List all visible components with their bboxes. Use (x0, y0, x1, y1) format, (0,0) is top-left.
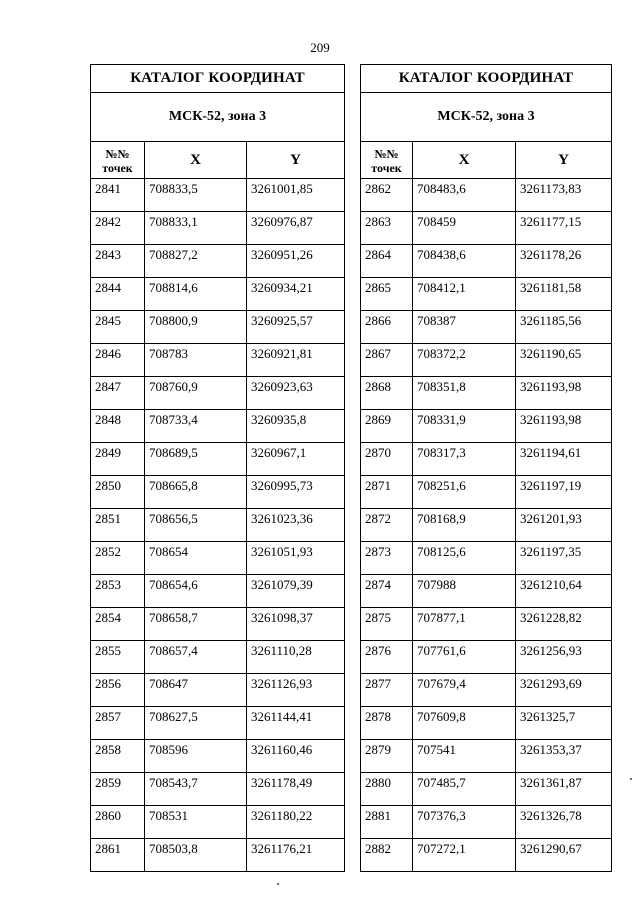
point-number-cell: 2861 (91, 839, 145, 872)
point-number-cell: 2859 (91, 773, 145, 806)
point-number-header-line2: точек (102, 161, 133, 175)
x-column-header: X (413, 142, 516, 179)
table-row (91, 707, 345, 740)
y-coordinate-cell: 3261325,7 (516, 707, 612, 740)
x-coordinate-cell: 708654,6 (145, 575, 247, 608)
table-row (91, 311, 345, 344)
x-coordinate-cell: 708814,6 (145, 278, 247, 311)
y-coordinate-cell: 3260923,63 (247, 377, 345, 410)
y-coordinate-cell: 3261177,15 (516, 212, 612, 245)
y-coordinate-cell: 3261110,28 (247, 641, 345, 674)
x-coordinate-cell: 707877,1 (413, 608, 516, 641)
table-row (91, 608, 345, 641)
point-number-cell: 2877 (361, 674, 413, 707)
table-row (361, 344, 612, 377)
x-coordinate-cell: 708827,2 (145, 245, 247, 278)
x-coordinate-cell: 708627,5 (145, 707, 247, 740)
x-coordinate-cell: 708647 (145, 674, 247, 707)
y-coordinate-cell: 3261185,56 (516, 311, 612, 344)
table-row (361, 575, 612, 608)
table-row (361, 839, 612, 872)
table-row (91, 476, 345, 509)
point-number-cell: 2882 (361, 839, 413, 872)
point-number-header (361, 142, 413, 179)
page-number: 209 (310, 40, 330, 55)
table-row (91, 641, 345, 674)
x-coordinate-cell: 708168,9 (413, 509, 516, 542)
x-coordinate-cell: 707272,1 (413, 839, 516, 872)
table-row (91, 740, 345, 773)
y-coordinate-cell: 3260967,1 (247, 443, 345, 476)
point-number-cell: 2857 (91, 707, 145, 740)
y-coordinate-cell: 3261180,22 (247, 806, 345, 839)
coordinate-table-right (360, 64, 612, 872)
point-number-cell: 2866 (361, 311, 413, 344)
point-number-cell: 2865 (361, 278, 413, 311)
point-number-cell: 2860 (91, 806, 145, 839)
x-coordinate-cell: 707485,7 (413, 773, 516, 806)
y-coordinate-cell: 3261051,93 (247, 542, 345, 575)
y-coordinate-cell: 3261173,83 (516, 179, 612, 212)
y-coordinate-cell: 3261361,87 (516, 773, 612, 806)
table-row (91, 179, 345, 212)
table-row (91, 674, 345, 707)
x-coordinate-cell: 708833,5 (145, 179, 247, 212)
x-coordinate-cell: 708596 (145, 740, 247, 773)
y-coordinate-cell: 3261190,65 (516, 344, 612, 377)
point-number-cell: 2862 (361, 179, 413, 212)
point-number-cell: 2878 (361, 707, 413, 740)
point-number-cell: 2863 (361, 212, 413, 245)
y-coordinate-cell: 3261326,78 (516, 806, 612, 839)
point-number-cell: 2858 (91, 740, 145, 773)
point-number-cell: 2856 (91, 674, 145, 707)
table-row (91, 410, 345, 443)
table-row (361, 542, 612, 575)
point-number-cell: 2846 (91, 344, 145, 377)
y-coordinate-cell: 3260951,26 (247, 245, 345, 278)
table-row (361, 476, 612, 509)
x-coordinate-cell: 708657,4 (145, 641, 247, 674)
x-coordinate-cell: 708459 (413, 212, 516, 245)
table-row (361, 278, 612, 311)
y-coordinate-cell: 3261197,19 (516, 476, 612, 509)
table-row (361, 773, 612, 806)
y-coordinate-cell: 3261001,85 (247, 179, 345, 212)
table-row (361, 443, 612, 476)
coordinate-table-left (90, 64, 345, 872)
x-coordinate-cell: 708833,1 (145, 212, 247, 245)
x-coordinate-cell: 708689,5 (145, 443, 247, 476)
x-coordinate-cell: 707376,3 (413, 806, 516, 839)
y-coordinate-cell: 3261197,35 (516, 542, 612, 575)
y-coordinate-cell: 3261079,39 (247, 575, 345, 608)
table-row (361, 179, 612, 212)
y-column-header: Y (247, 142, 345, 179)
x-coordinate-cell: 708760,9 (145, 377, 247, 410)
y-coordinate-cell: 3261194,61 (516, 443, 612, 476)
y-coordinate-cell: 3261293,69 (516, 674, 612, 707)
y-coordinate-cell: 3261178,26 (516, 245, 612, 278)
point-number-header (91, 142, 145, 179)
x-coordinate-cell: 707609,8 (413, 707, 516, 740)
table-row (361, 410, 612, 443)
y-coordinate-cell: 3261353,37 (516, 740, 612, 773)
table-row (361, 311, 612, 344)
y-coordinate-cell: 3261193,98 (516, 410, 612, 443)
point-number-header-line1: №№ (374, 147, 399, 161)
point-number-cell: 2876 (361, 641, 413, 674)
scan-speck (277, 883, 279, 885)
x-coordinate-cell: 708800,9 (145, 311, 247, 344)
point-number-cell: 2880 (361, 773, 413, 806)
table-row (361, 245, 612, 278)
coordinate-system-label: МСК-52, зона 3 (91, 93, 345, 142)
table-row (91, 377, 345, 410)
table-row (361, 641, 612, 674)
point-number-cell: 2854 (91, 608, 145, 641)
point-number-cell: 2847 (91, 377, 145, 410)
y-coordinate-cell: 3260995,73 (247, 476, 345, 509)
point-number-header-line1: №№ (105, 147, 130, 161)
coordinate-rows (91, 179, 345, 872)
y-coordinate-cell: 3261178,49 (247, 773, 345, 806)
point-number-cell: 2845 (91, 311, 145, 344)
x-coordinate-cell: 708543,7 (145, 773, 247, 806)
y-coordinate-cell: 3261210,64 (516, 575, 612, 608)
point-number-cell: 2867 (361, 344, 413, 377)
table-row (361, 707, 612, 740)
y-coordinate-cell: 3260925,57 (247, 311, 345, 344)
point-number-cell: 2873 (361, 542, 413, 575)
x-coordinate-cell: 708331,9 (413, 410, 516, 443)
table-row (361, 377, 612, 410)
coordinate-rows (361, 179, 612, 872)
table-row (91, 212, 345, 245)
y-coordinate-cell: 3261228,82 (516, 608, 612, 641)
x-coordinate-cell: 708658,7 (145, 608, 247, 641)
point-number-header-line2: точек (371, 161, 402, 175)
x-coordinate-cell: 708438,6 (413, 245, 516, 278)
y-coordinate-cell: 3260976,87 (247, 212, 345, 245)
point-number-cell: 2869 (361, 410, 413, 443)
x-coordinate-cell: 707679,4 (413, 674, 516, 707)
point-number-cell: 2848 (91, 410, 145, 443)
x-column-header: X (145, 142, 247, 179)
x-coordinate-cell: 708372,2 (413, 344, 516, 377)
point-number-cell: 2843 (91, 245, 145, 278)
point-number-cell: 2875 (361, 608, 413, 641)
y-coordinate-cell: 3261290,67 (516, 839, 612, 872)
table-row (91, 278, 345, 311)
x-coordinate-cell: 708656,5 (145, 509, 247, 542)
y-coordinate-cell: 3261023,36 (247, 509, 345, 542)
y-coordinate-cell: 3261126,93 (247, 674, 345, 707)
table-row (91, 443, 345, 476)
x-coordinate-cell: 708387 (413, 311, 516, 344)
table-row (91, 542, 345, 575)
y-coordinate-cell: 3261201,93 (516, 509, 612, 542)
table-row (91, 773, 345, 806)
point-number-cell: 2871 (361, 476, 413, 509)
x-coordinate-cell: 708412,1 (413, 278, 516, 311)
point-number-cell: 2849 (91, 443, 145, 476)
table-row (361, 740, 612, 773)
x-coordinate-cell: 707988 (413, 575, 516, 608)
x-coordinate-cell: 708251,6 (413, 476, 516, 509)
x-coordinate-cell: 707541 (413, 740, 516, 773)
x-coordinate-cell: 708483,6 (413, 179, 516, 212)
y-coordinate-cell: 3261193,98 (516, 377, 612, 410)
x-coordinate-cell: 708317,3 (413, 443, 516, 476)
x-coordinate-cell: 708783 (145, 344, 247, 377)
y-coordinate-cell: 3260934,21 (247, 278, 345, 311)
y-coordinate-cell: 3261256,93 (516, 641, 612, 674)
table-row (91, 245, 345, 278)
y-coordinate-cell: 3261176,21 (247, 839, 345, 872)
x-coordinate-cell: 708665,8 (145, 476, 247, 509)
catalog-title: КАТАЛОГ КООРДИНАТ (91, 65, 345, 93)
table-row (91, 575, 345, 608)
x-coordinate-cell: 708733,4 (145, 410, 247, 443)
point-number-cell: 2872 (361, 509, 413, 542)
point-number-cell: 2844 (91, 278, 145, 311)
y-coordinate-cell: 3261160,46 (247, 740, 345, 773)
table-row (91, 806, 345, 839)
x-coordinate-cell: 708531 (145, 806, 247, 839)
point-number-cell: 2851 (91, 509, 145, 542)
table-row (361, 806, 612, 839)
point-number-cell: 2868 (361, 377, 413, 410)
x-coordinate-cell: 708351,8 (413, 377, 516, 410)
coordinate-system-label: МСК-52, зона 3 (361, 93, 612, 142)
scan-speck (630, 778, 632, 780)
table-row (91, 344, 345, 377)
point-number-cell: 2842 (91, 212, 145, 245)
y-coordinate-cell: 3261144,41 (247, 707, 345, 740)
point-number-cell: 2881 (361, 806, 413, 839)
point-number-cell: 2874 (361, 575, 413, 608)
y-coordinate-cell: 3260935,8 (247, 410, 345, 443)
x-coordinate-cell: 708654 (145, 542, 247, 575)
catalog-title: КАТАЛОГ КООРДИНАТ (361, 65, 612, 93)
table-row (361, 509, 612, 542)
table-row (361, 212, 612, 245)
table-row (91, 509, 345, 542)
table-row (91, 839, 345, 872)
y-column-header: Y (516, 142, 612, 179)
point-number-cell: 2855 (91, 641, 145, 674)
point-number-cell: 2864 (361, 245, 413, 278)
point-number-cell: 2850 (91, 476, 145, 509)
table-row (361, 674, 612, 707)
point-number-cell: 2870 (361, 443, 413, 476)
y-coordinate-cell: 3261181,58 (516, 278, 612, 311)
x-coordinate-cell: 707761,6 (413, 641, 516, 674)
y-coordinate-cell: 3261098,37 (247, 608, 345, 641)
x-coordinate-cell: 708503,8 (145, 839, 247, 872)
point-number-cell: 2879 (361, 740, 413, 773)
point-number-cell: 2852 (91, 542, 145, 575)
y-coordinate-cell: 3260921,81 (247, 344, 345, 377)
table-row (361, 608, 612, 641)
x-coordinate-cell: 708125,6 (413, 542, 516, 575)
point-number-cell: 2841 (91, 179, 145, 212)
point-number-cell: 2853 (91, 575, 145, 608)
